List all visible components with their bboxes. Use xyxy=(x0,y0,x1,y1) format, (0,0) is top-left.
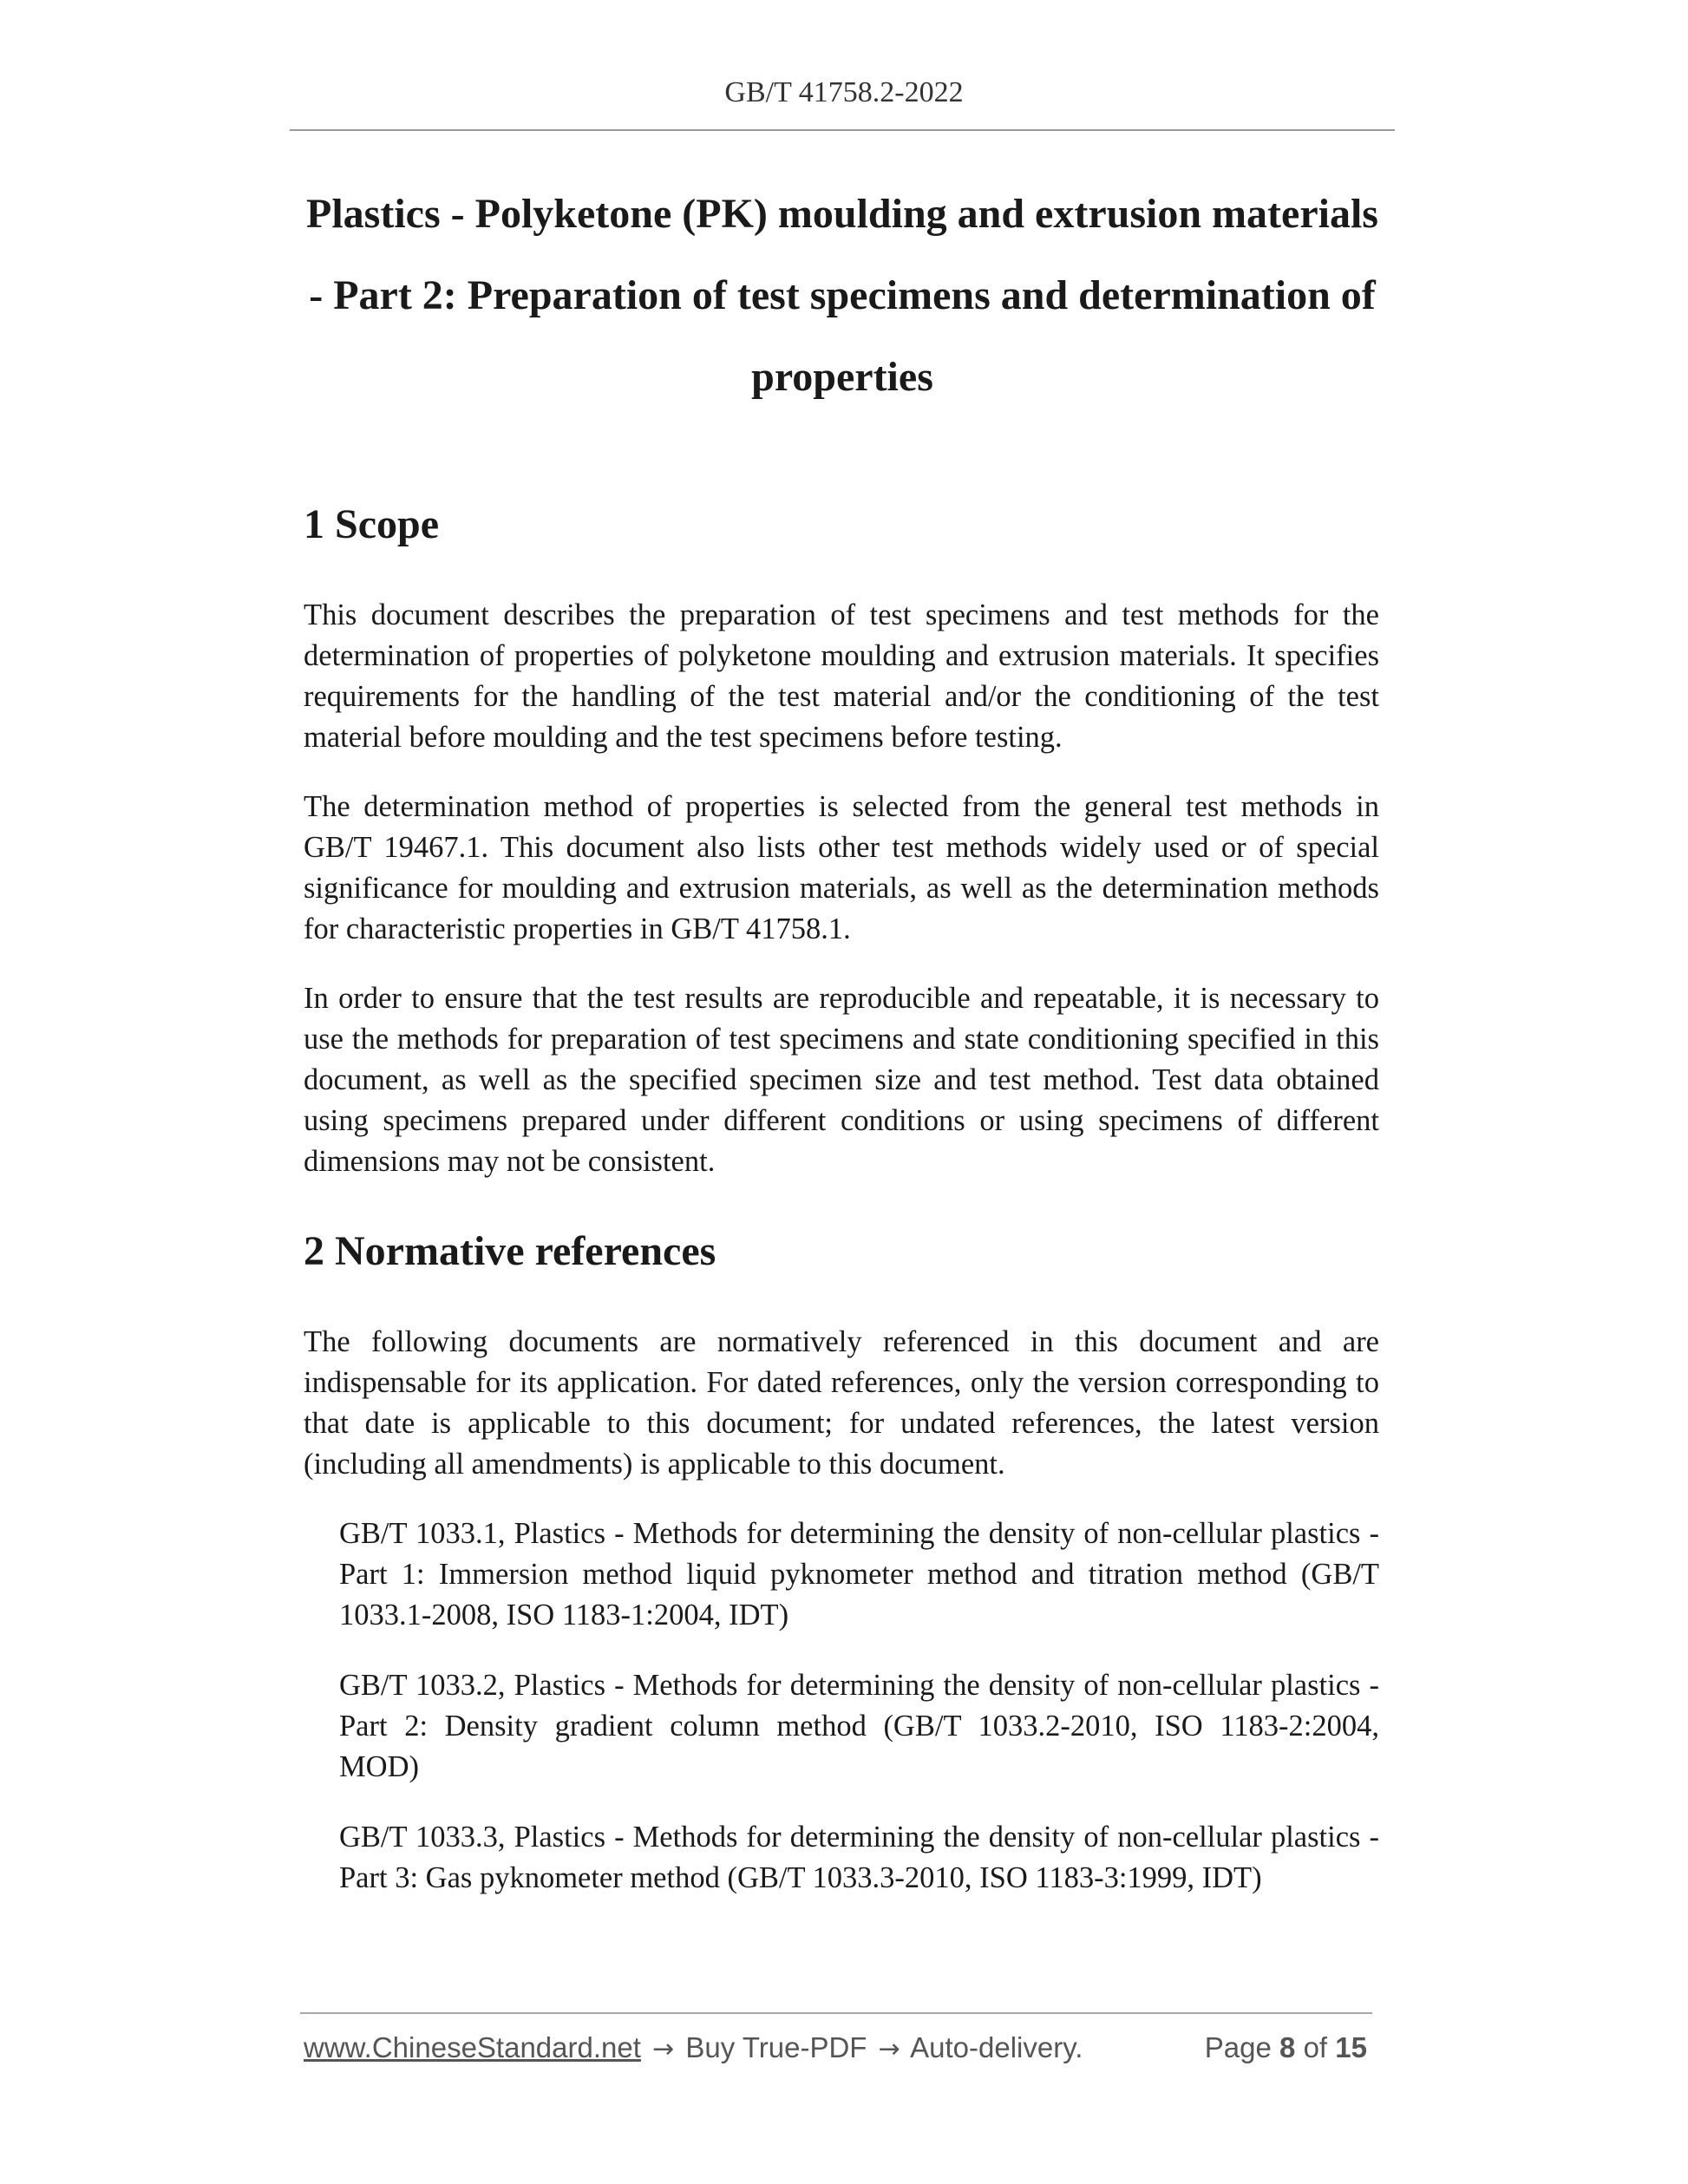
title-line-2: - Part 2: Preparation of test specimens and determination of xyxy=(309,272,1376,318)
arrow-right-icon: → xyxy=(878,2034,900,2064)
document-title xyxy=(290,173,1395,418)
page-current: 8 xyxy=(1279,2031,1296,2063)
page-indicator xyxy=(1205,2031,1367,2064)
scope-paragraph-3: In order to ensure that the test results are reproducible and repeatable, it is necessary to use the methods for preparation of test specimens and state conditioning specified in this document, as well as the specified specimen size and test method. Test data obtained using specimens prepared under different conditions or using specimens of different dimensions may not be consistent. xyxy=(304,982,1379,1178)
section-heading-normative-references: 2 Normative references xyxy=(304,1228,716,1274)
arrow-right-icon: → xyxy=(652,2034,675,2064)
normative-intro-paragraph: The following documents are normatively referenced in this document and are indispensable for its application. For dated references, only the version corresponding to that date is applicable to this document; for undated references, the latest version (including all amendments) is applicable to this document. xyxy=(304,1325,1379,1481)
reference-item: GB/T 1033.1, Plastics - Methods for determining the density of non-cellular plastics - Part 1: Immersion method liquid pyknometer method and titration method (GB/T 1033.1-2008, ISO 1183-1:2004, IDT) xyxy=(339,1517,1379,1631)
buy-true-pdf-text: Buy True-PDF xyxy=(685,2031,867,2063)
scope-paragraph-1: This document describes the preparation of test specimens and test methods for the determination of properties of polyketone moulding and extrusion materials. It specifies requirements for the handling of the test material and/or the conditioning of the test material before moulding and the test specimens before testing. xyxy=(304,598,1379,754)
footer-divider xyxy=(300,2012,1372,2014)
page-label: Page xyxy=(1204,2031,1272,2063)
running-header: GB/T 41758.2-2022 xyxy=(724,76,964,108)
auto-delivery-text: Auto-delivery. xyxy=(910,2031,1083,2063)
title-line-1: Plastics - Polyketone (PK) moulding and extrusion materials xyxy=(306,191,1378,237)
page-of-label: of xyxy=(1303,2031,1328,2063)
title-line-3: properties xyxy=(751,354,933,400)
section-heading-scope: 1 Scope xyxy=(304,501,439,547)
page-footer xyxy=(304,2031,1379,2070)
website-link[interactable]: www.ChineseStandard.net xyxy=(304,2031,641,2063)
header-divider xyxy=(290,129,1395,131)
reference-item: GB/T 1033.2, Plastics - Methods for determining the density of non-cellular plastics - Part 2: Density gradient column method (GB/T 1033.2-2010, ISO 1183-2:2004, MOD) xyxy=(339,1669,1379,1783)
reference-item: GB/T 1033.3, Plastics - Methods for determining the density of non-cellular plastics - Part 3: Gas pyknometer method (GB/T 1033.3-2010, ISO 1183-3:1999, IDT) xyxy=(339,1821,1379,1894)
footer-promo xyxy=(304,2031,1083,2064)
page-total: 15 xyxy=(1335,2031,1367,2063)
scope-paragraph-2: The determination method of properties is selected from the general test methods in GB/T 19467.1. This document also lists other test methods widely used or of special significance for moulding and extrusion materials, as well as the determination methods for characteristic properties in GB/T 41758.1. xyxy=(304,790,1379,945)
